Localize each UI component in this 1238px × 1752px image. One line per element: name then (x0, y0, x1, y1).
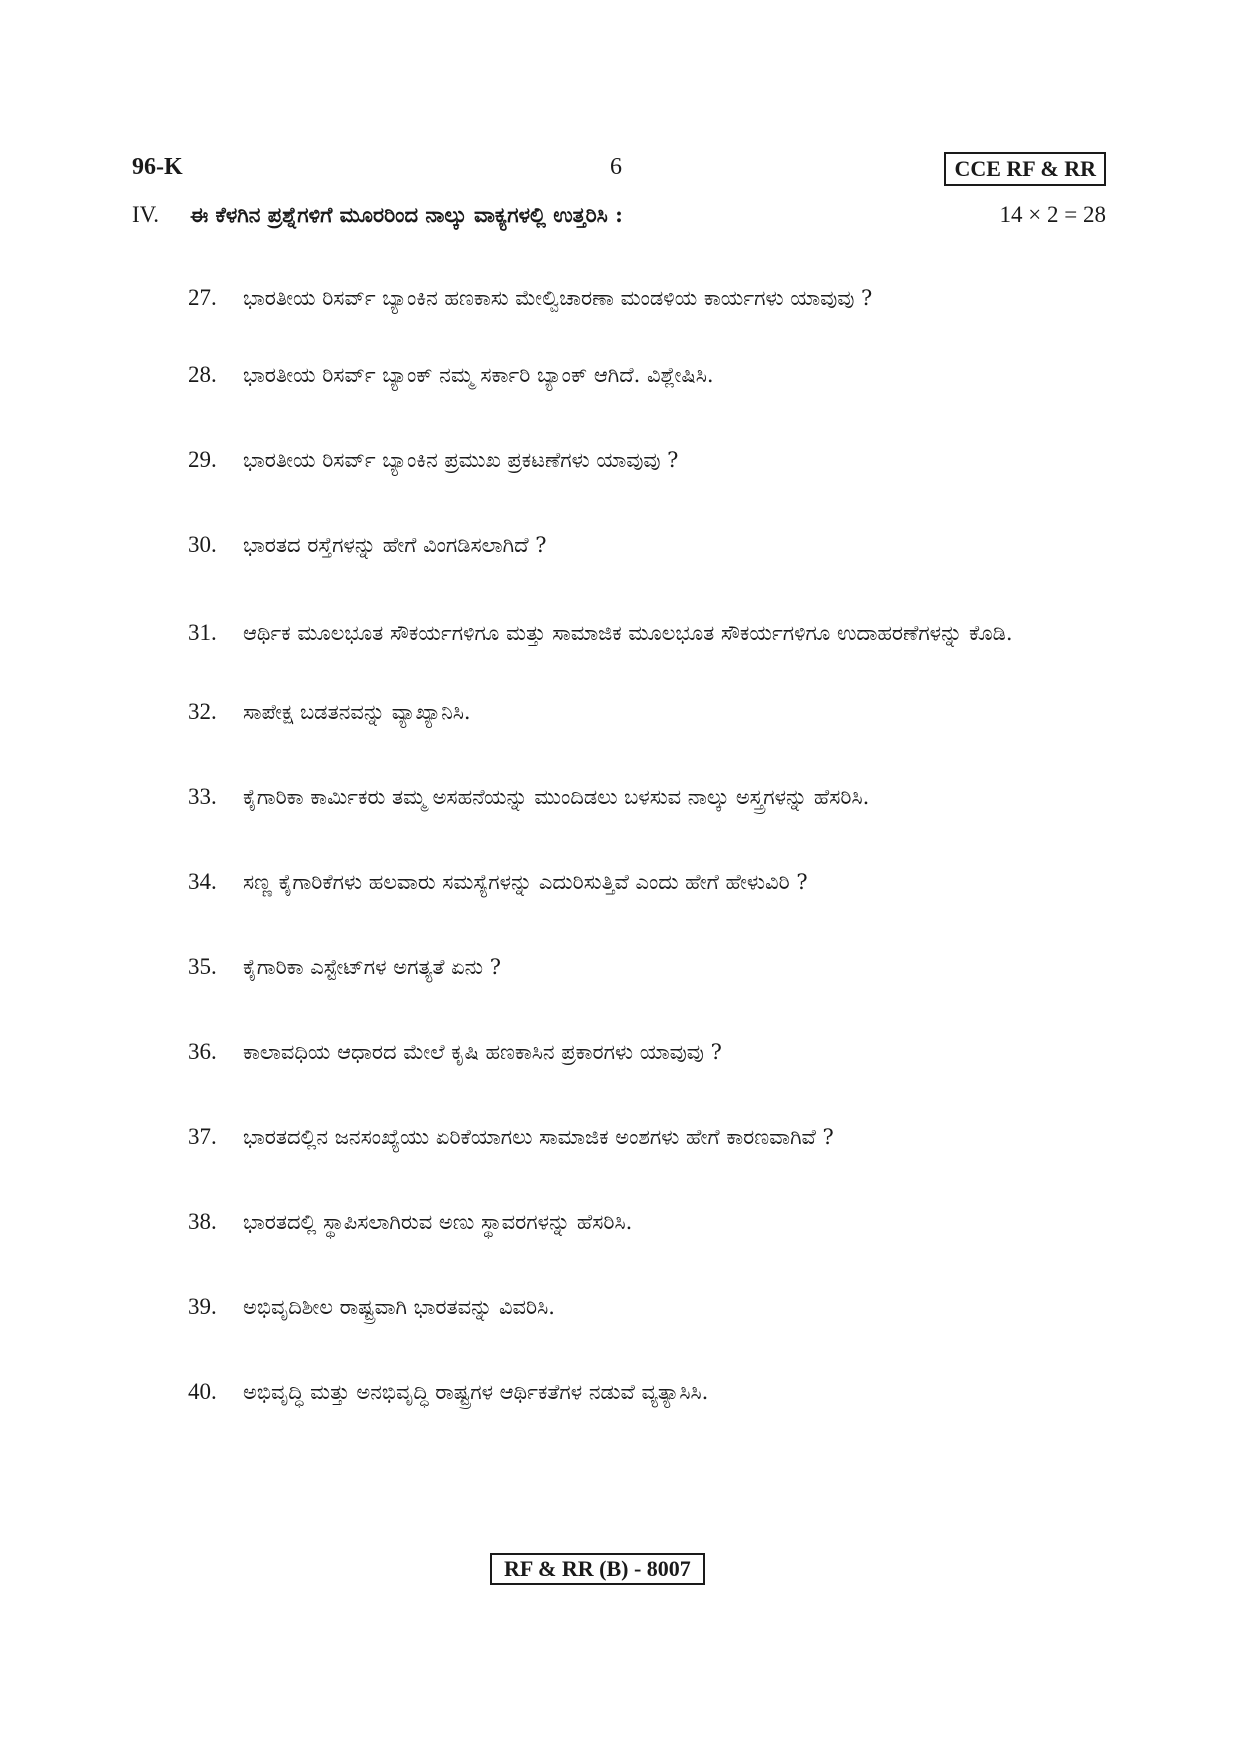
question-item (188, 1372, 1106, 1412)
footer-code: RF & RR (B) - 8007 (490, 1553, 705, 1585)
question-text: ಭಾರತದಲ್ಲಿನ ಜನಸಂಖ್ಯೆಯು ಏರಿಕೆಯಾಗಲು ಸಾಮಾಜಿಕ ಅಂಶಗಳು ಹೇಗೆ ಕಾರಣವಾಗಿವೆ ? (243, 1125, 834, 1149)
question-number: 30. (188, 532, 217, 557)
section-marks: 14 × 2 = 28 (999, 202, 1106, 227)
question-number: 32. (188, 699, 217, 724)
question-number: 37. (188, 1124, 217, 1149)
question-text: ಕೈಗಾರಿಕಾ ಕಾರ್ಮಿಕರು ತಮ್ಮ ಅಸಹನೆಯನ್ನು ಮುಂದಿಡಲು ಬಳಸುವ ನಾಲ್ಕು ಅಸ್ತ್ರಗಳನ್ನು ಹೆಸರಿಸಿ. (243, 785, 870, 809)
question-item (188, 1117, 1106, 1157)
section-instruction: ಈ ಕೆಳಗಿನ ಪ್ರಶ್ನೆಗಳಿಗೆ ಮೂರರಿಂದ ನಾಲ್ಕು ವಾಕ್ಯಗಳಲ್ಲಿ ಉತ್ತರಿಸಿ : (190, 202, 623, 227)
question-text: ಅಭಿವೃದಿಶೀಲ ರಾಷ್ಟ್ರವಾಗಿ ಭಾರತವನ್ನು ವಿವರಿಸಿ. (243, 1295, 555, 1319)
question-item (188, 947, 1106, 987)
page-header (132, 154, 1106, 188)
question-text: ಭಾರತೀಯ ರಿಸರ್ವ್ ಬ್ಯಾಂಕ್ ನಮ್ಮ ಸರ್ಕಾರಿ ಬ್ಯಾಂಕ್ ಆಗಿದೆ. ವಿಶ್ಲೇಷಿಸಿ. (243, 363, 714, 387)
question-number: 34. (188, 869, 217, 894)
question-item (188, 1032, 1106, 1072)
question-text: ಕೈಗಾರಿಕಾ ಎಸ್ಟೇಟ್‌ಗಳ ಅಗತ್ಯತೆ ಏನು ? (243, 955, 501, 979)
question-text: ಸಣ್ಣ ಕೈಗಾರಿಕೆಗಳು ಹಲವಾರು ಸಮಸ್ಯೆಗಳನ್ನು ಎದುರಿಸುತ್ತಿವೆ ಎಂದು ಹೇಗೆ ಹೇಳುವಿರಿ ? (243, 870, 808, 894)
question-item (188, 862, 1106, 902)
question-item (188, 610, 1106, 656)
question-number: 28. (188, 362, 217, 387)
question-text: ಭಾರತೀಯ ರಿಸರ್ವ್ ಬ್ಯಾಂಕಿನ ಪ್ರಮುಖ ಪ್ರಕಟಣೆಗಳು ಯಾವುವು ? (243, 448, 679, 472)
question-number: 27. (188, 285, 217, 310)
question-text: ಭಾರತದ ರಸ್ತೆಗಳನ್ನು ಹೇಗೆ ವಿಂಗಡಿಸಲಾಗಿದೆ ? (243, 533, 547, 557)
question-item (188, 777, 1106, 817)
question-text: ಆರ್ಥಿಕ ಮೂಲಭೂತ ಸೌಕರ್ಯಗಳಿಗೂ ಮತ್ತು ಸಾಮಾಜಿಕ ಮೂಲಭೂತ ಸೌಕರ್ಯಗಳಿಗೂ ಉದಾಹರಣೆಗಳನ್ನು ಕೊಡಿ. (243, 621, 1013, 645)
paper-code: 96-K (132, 154, 183, 180)
question-list (188, 278, 1106, 1412)
question-text: ಭಾರತದಲ್ಲಿ ಸ್ಥಾಪಿಸಲಾಗಿರುವ ಅಣು ಸ್ಥಾವರಗಳನ್ನು ಹೆಸರಿಸಿ. (243, 1210, 633, 1234)
question-text: ಭಾರತೀಯ ರಿಸರ್ವ್ ಬ್ಯಾಂಕಿನ ಹಣಕಾಸು ಮೇಲ್ವಿಚಾರಣಾ ಮಂಡಳಿಯ ಕಾರ್ಯಗಳು ಯಾವುವು ? (243, 286, 873, 310)
section-number: IV. (132, 202, 160, 227)
exam-badge: CCE RF & RR (944, 152, 1106, 186)
question-number: 35. (188, 954, 217, 979)
question-item (188, 1287, 1106, 1327)
question-item (188, 692, 1106, 732)
question-number: 33. (188, 784, 217, 809)
section-heading (132, 202, 1106, 238)
question-number: 39. (188, 1294, 217, 1319)
question-number: 36. (188, 1039, 217, 1064)
question-item (188, 1202, 1106, 1242)
question-item (188, 525, 1106, 565)
question-number: 40. (188, 1379, 217, 1404)
question-number: 29. (188, 447, 217, 472)
question-number: 38. (188, 1209, 217, 1234)
question-item (188, 440, 1106, 480)
question-text: ಸಾಪೇಕ್ಷ ಬಡತನವನ್ನು ವ್ಯಾಖ್ಯಾನಿಸಿ. (243, 700, 471, 724)
question-item (188, 278, 1106, 318)
question-text: ಅಭಿವೃದ್ಧಿ ಮತ್ತು ಅನಭಿವೃದ್ಧಿ ರಾಷ್ಟ್ರಗಳ ಆರ್ಥಿಕತೆಗಳ ನಡುವೆ ವ್ಯತ್ಯಾಸಿಸಿ. (243, 1380, 709, 1404)
question-item (188, 355, 1106, 395)
question-number: 31. (188, 620, 217, 645)
page-number: 6 (610, 154, 622, 180)
question-text: ಕಾಲಾವಧಿಯ ಆಧಾರದ ಮೇಲೆ ಕೃಷಿ ಹಣಕಾಸಿನ ಪ್ರಕಾರಗಳು ಯಾವುವು ? (243, 1040, 722, 1064)
